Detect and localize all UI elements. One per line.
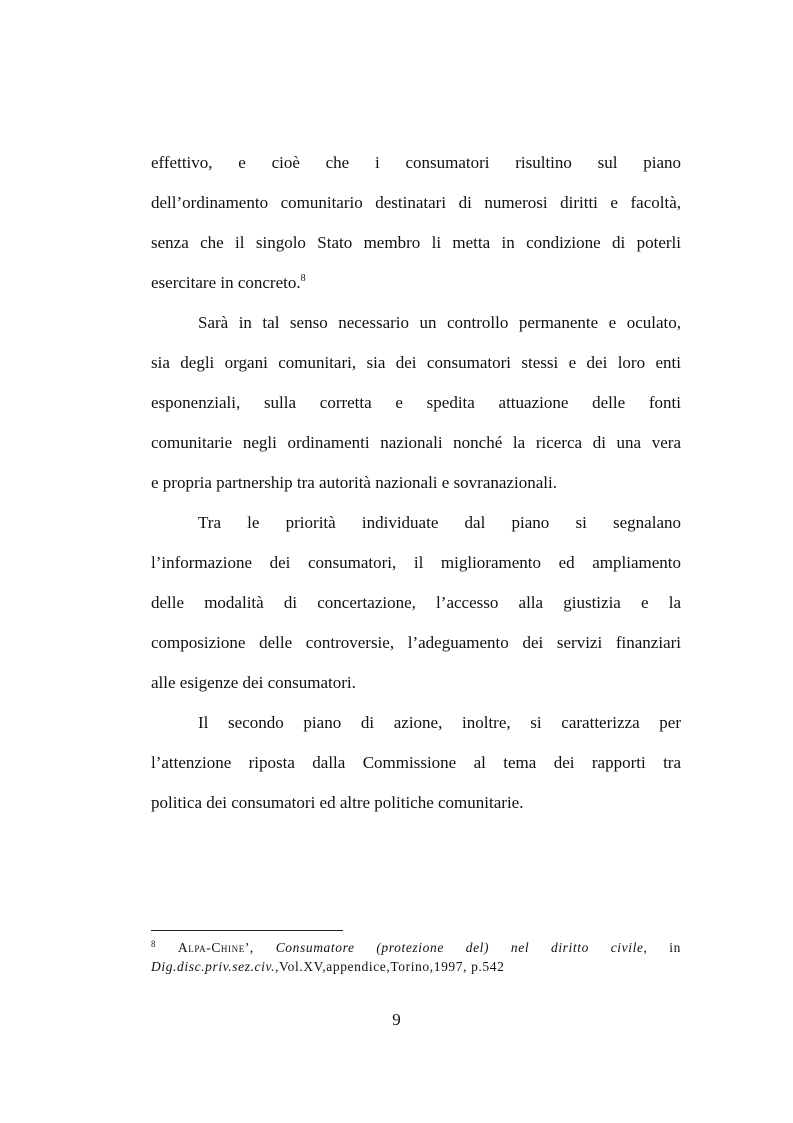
text-line: sia degli organi comunitari, sia dei consumatori stessi e dei loro enti — [151, 353, 681, 372]
paragraph-4 — [151, 703, 681, 823]
footnote — [151, 938, 681, 976]
text-line: delle modalità di concertazione, l’accesso alla giustizia e la — [151, 593, 681, 612]
text-line: effettivo, e cioè che i consumatori risultino sul piano — [151, 153, 681, 172]
text-line: dell’ordinamento comunitario destinatari di numerosi diritti e facoltà, — [151, 193, 681, 212]
footnote-author: Alpa-Chine’, — [177, 940, 254, 955]
text-line: comunitarie negli ordinamenti nazionali nonché la ricerca di una vera — [151, 433, 681, 452]
text-line: esponenziali, sulla corretta e spedita attuazione delle fonti — [151, 393, 681, 412]
text-line: politica dei consumatori ed altre politiche comunitarie. — [151, 793, 524, 812]
footnote-details: ,Vol.XV,appendice,Torino,1997, p.542 — [275, 959, 505, 974]
text-line: Il secondo piano di azione, inoltre, si caratterizza per — [198, 713, 681, 732]
footnote-number: 8 — [151, 939, 157, 949]
footnote-line-1 — [151, 938, 681, 957]
text-line: alle esigenze dei consumatori. — [151, 673, 356, 692]
page-number: 9 — [392, 1010, 401, 1029]
text-line: composizione delle controversie, l’adeguamento dei servizi finanziari — [151, 633, 681, 652]
footnote-divider — [151, 930, 343, 931]
text-line: senza che il singolo Stato membro li metta in condizione di poterli — [151, 233, 681, 252]
footnote-title: Consumatore (protezione del) nel diritto civile — [275, 940, 644, 955]
text-line-last — [151, 263, 681, 303]
text-line: e propria partnership tra autorità nazionali e sovranazionali. — [151, 473, 557, 492]
text-line-content: esercitare in concreto. — [151, 273, 301, 292]
text-line: l’informazione dei consumatori, il miglioramento ed ampliamento — [151, 553, 681, 572]
paragraph-3 — [151, 503, 681, 703]
footnote-source: Dig.disc.priv.sez.civ. — [151, 959, 276, 974]
text-line: Tra le priorità individuate dal piano si segnalano — [198, 513, 681, 532]
main-text — [151, 143, 681, 823]
paragraph-2 — [151, 303, 681, 503]
text-line: l’attenzione riposta dalla Commissione al tema dei rapporti tra — [151, 753, 681, 772]
footnote-line-2 — [151, 957, 681, 976]
text-line: Sarà in tal senso necessario un controllo permanente e oculato, — [198, 313, 681, 332]
footnote-after-title: , in — [643, 940, 682, 955]
paragraph-1 — [151, 143, 681, 303]
footnote-reference[interactable]: 8 — [300, 273, 306, 284]
